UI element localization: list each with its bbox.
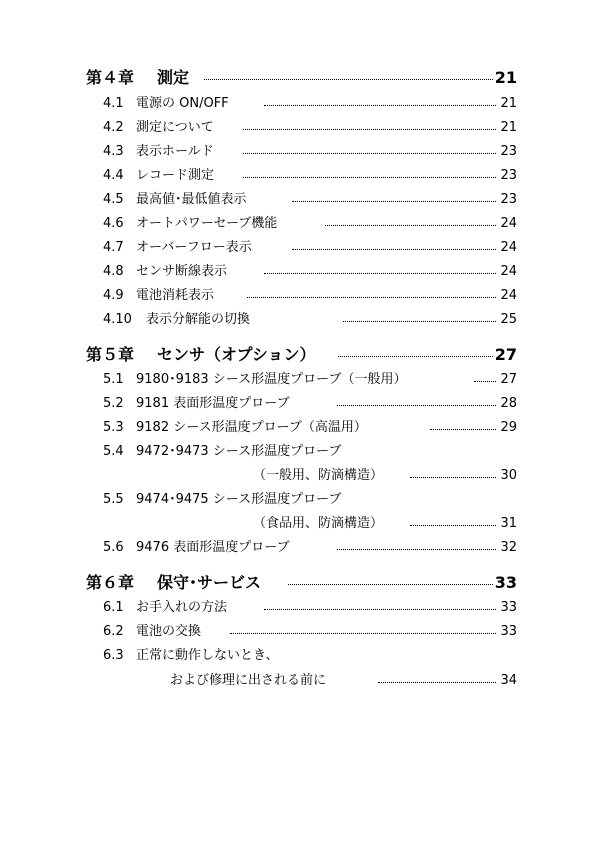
page-number: 23 [500,168,517,183]
page-number: 33 [500,600,517,615]
section-title: 電池消耗表示 [136,288,215,303]
leader-dots [474,381,496,382]
leader-dots [325,225,496,226]
page-number: 32 [500,540,517,555]
page-number: 21 [500,120,517,135]
toc-entry-5-6[interactable] [0,538,595,558]
leader-dots [264,609,496,610]
toc-entry-5-3[interactable] [0,418,595,438]
page-number: 23 [500,144,517,159]
section-title-continued: （食品用、防滴構造） [253,516,384,531]
toc-entry-6-1[interactable] [0,598,595,618]
page-number: 21 [500,96,517,111]
section-number: 4.1 [103,96,124,111]
section-title: 正常に動作しないとき、 [136,648,279,663]
leader-dots [338,356,493,357]
toc-entry-4-6[interactable] [0,214,595,234]
chapter-5-heading[interactable] [0,343,595,367]
toc-entry-4-8[interactable] [0,262,595,282]
page-number: 24 [500,264,517,279]
section-number: 4.5 [103,192,124,207]
section-title: 電池の交換 [136,624,202,639]
page-number: 28 [500,396,517,411]
leader-dots [337,549,496,550]
section-number: 4.2 [103,120,124,135]
section-number: 4.4 [103,168,124,183]
section-number: 4.7 [103,240,124,255]
section-number: 5.5 [103,492,124,507]
page-number: 24 [500,240,517,255]
section-number: 4.6 [103,216,124,231]
section-title: 測定について [136,120,214,135]
toc-entry-4-2[interactable] [0,118,595,138]
page-number: 30 [500,468,517,483]
toc-entry-6-3[interactable] [0,646,595,666]
section-number: 5.1 [103,372,124,387]
toc-entry-4-3[interactable] [0,142,595,162]
leader-dots [410,525,496,526]
leader-dots [243,129,496,130]
chapter-number: 第６章 [86,573,135,592]
section-number: 5.6 [103,540,124,555]
page-number: 31 [500,516,517,531]
section-title: レコード測定 [136,168,215,183]
leader-dots [243,153,496,154]
page-number: 25 [500,312,517,327]
chapter-4-heading[interactable] [0,66,595,90]
toc-entry-4-7[interactable] [0,238,595,258]
chapter-number: 第５章 [86,345,135,364]
section-title-continued: および修理に出される前に [170,673,327,688]
leader-dots [343,321,496,322]
chapter-number: 第４章 [86,68,135,87]
section-title: 9474･9475 シース形温度プローブ [136,492,342,507]
page-number: 34 [500,673,517,688]
leader-dots [243,177,496,178]
section-number: 4.9 [103,288,124,303]
leader-dots [247,297,496,298]
section-number: 6.2 [103,624,124,639]
page-number: 21 [494,68,517,87]
section-title: 電源の ON/OFF [136,96,229,111]
section-title: 9180･9183 シース形温度プローブ（一般用） [136,372,407,387]
toc-entry-5-5[interactable] [0,490,595,510]
page-number: 24 [500,216,517,231]
chapter-title: 測定 [157,68,190,87]
section-number: 4.3 [103,144,124,159]
leader-dots [378,682,496,683]
chapter-title: 保守･サービス [157,573,262,592]
toc-entry-5-2[interactable] [0,394,595,414]
toc-entry-6-2[interactable] [0,622,595,642]
page-number: 29 [500,420,517,435]
toc-entry-5-4[interactable] [0,442,595,462]
section-number: 5.3 [103,420,124,435]
toc-entry-4-1[interactable] [0,94,595,114]
section-title: 表示分解能の切換 [146,312,251,327]
section-number: 5.4 [103,444,124,459]
leader-dots [264,105,496,106]
page-number: 33 [494,573,517,592]
section-title: センサ断線表示 [136,264,228,279]
section-title-continued: （一般用、防滴構造） [253,468,384,483]
leader-dots [292,249,496,250]
section-number: 4.10 [103,312,132,327]
section-title: 9182 シース形温度プローブ（高温用） [136,420,367,435]
chapter-6-heading[interactable] [0,571,595,595]
toc-entry-6-3-continued[interactable] [0,671,595,691]
toc-entry-4-4[interactable] [0,166,595,186]
toc-entry-4-5[interactable] [0,190,595,210]
section-number: 5.2 [103,396,124,411]
section-title: 9472･9473 シース形温度プローブ [136,444,342,459]
chapter-title: センサ（オプション） [157,345,316,364]
toc-entry-5-4-continued[interactable] [0,466,595,486]
section-number: 6.1 [103,600,124,615]
leader-dots [292,201,496,202]
page-number: 33 [500,624,517,639]
leader-dots [264,273,496,274]
leader-dots [230,633,496,634]
toc-entry-4-9[interactable] [0,286,595,306]
page-number: 23 [500,192,517,207]
page-number: 27 [500,372,517,387]
section-title: 9476 表面形温度プローブ [136,540,290,555]
toc-entry-5-1[interactable] [0,370,595,390]
section-title: オートパワーセーブ機能 [136,216,278,231]
page-number: 27 [494,345,517,364]
leader-dots [204,79,493,80]
section-title: オーバーフロー表示 [136,240,252,255]
section-title: お手入れの方法 [136,600,228,615]
section-number: 6.3 [103,648,124,663]
toc-entry-4-10[interactable] [0,310,595,330]
leader-dots [288,584,493,585]
leader-dots [410,477,496,478]
section-title: 9181 表面形温度プローブ [136,396,290,411]
toc-entry-5-5-continued[interactable] [0,514,595,534]
section-title: 表示ホールド [136,144,214,159]
section-number: 4.8 [103,264,124,279]
page-number: 24 [500,288,517,303]
leader-dots [337,405,496,406]
section-title: 最高値･最低値表示 [136,192,247,207]
leader-dots [430,429,496,430]
